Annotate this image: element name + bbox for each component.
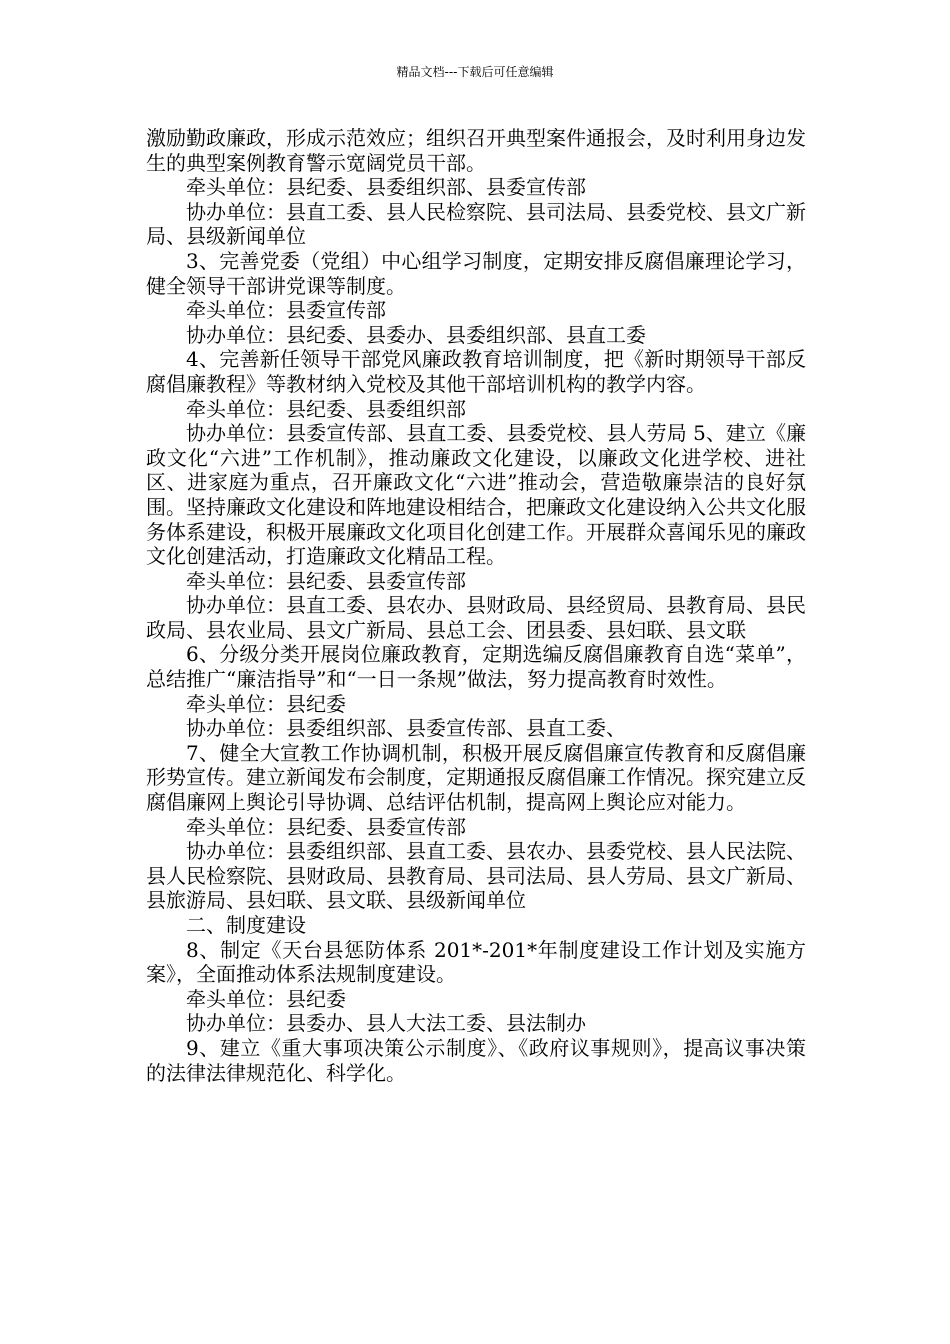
paragraph: 牵头单位：县纪委、县委组织部、县委宣传部 [186, 175, 586, 200]
paragraph: 8、制定《天台县惩防体系 201*-201*年制度建设工作计划及实施方案》，全面推动体系法规制度建设。 [146, 937, 806, 987]
paragraph: 协办单位：县直工委、县人民检察院、县司法局、县委党校、县文广新局、县级新闻单位 [146, 199, 806, 249]
paragraph: 牵头单位：县纪委 [186, 986, 346, 1011]
page-header: 精品文档---下载后可任意编辑 [396, 65, 554, 79]
paragraph: 协办单位：县委宣传部、县直工委、县委党校、县人劳局 5、建立《廉政文化“六进”工作机制》，推动廉政文化建设，以廉政文化进学校、进社区、进家庭为重点，召开廉政文化“六进”推动会，营造敬廉崇洁的良好氛围。坚持廉政文化建设和阵地建设相结合，把廉政文化建设纳入公共文化服务体系建设，积极开展廉政文化项目化创建工作。开展群众喜闻乐见的廉政文化创建活动，打造廉政文化精品工程。 [146, 421, 806, 569]
paragraph: 7、健全大宣教工作协调机制，积极开展反腐倡廉宣传教育和反腐倡廉形势宣传。建立新闻发布会制度，定期通报反腐倡廉工作情况。探究建立反腐倡廉网上舆论引导协调、总结评估机制，提高网上舆论应对能力。 [146, 740, 806, 815]
section-heading: 二、制度建设 [186, 913, 306, 937]
paragraph: 牵头单位：县纪委、县委宣传部 [186, 814, 466, 839]
paragraph: 牵头单位：县纪委、县委组织部 [186, 396, 466, 421]
paragraph: 协办单位：县纪委、县委办、县委组织部、县直工委 [186, 322, 646, 347]
document-body [146, 126, 806, 1085]
paragraph: 协办单位：县委办、县人大法工委、县法制办 [186, 1011, 586, 1036]
paragraph: 牵头单位：县委宣传部 [186, 298, 386, 323]
paragraph: 6、分级分类开展岗位廉政教育，定期选编反腐倡廉教育自选“菜单”，总结推广“廉洁指导”和“一日一条规”做法，努力提高教育时效性。 [146, 642, 806, 692]
paragraph: 9、建立《重大事项决策公示制度》、《政府议事规则》，提高议事决策的法律法律规范化、科学化。 [146, 1035, 806, 1085]
paragraph: 协办单位：县委组织部、县直工委、县农办、县委党校、县人民法院、县人民检察院、县财政局、县教育局、县司法局、县人劳局、县文广新局、县旅游局、县妇联、县文联、县级新闻单位 [146, 839, 806, 913]
paragraph: 牵头单位：县纪委 [186, 691, 346, 716]
paragraph: 牵头单位：县纪委、县委宣传部 [186, 568, 466, 593]
paragraph: 协办单位：县委组织部、县委宣传部、县直工委、 [186, 716, 626, 741]
paragraph: 3、完善党委（党组）中心组学习制度，定期安排反腐倡廉理论学习，健全领导干部讲党课等制度。 [146, 248, 806, 298]
paragraph: 4、完善新任领导干部党风廉政教育培训制度，把《新时期领导干部反腐倡廉教程》等教材纳入党校及其他干部培训机构的教学内容。 [146, 347, 806, 396]
paragraph: 协办单位：县直工委、县农办、县财政局、县经贸局、县教育局、县民政局、县农业局、县文广新局、县总工会、团县委、县妇联、县文联 [146, 593, 806, 642]
paragraph: 激励勤政廉政，形成示范效应；组织召开典型案件通报会，及时利用身边发生的典型案例教育警示宽阔党员干部。 [146, 126, 806, 175]
